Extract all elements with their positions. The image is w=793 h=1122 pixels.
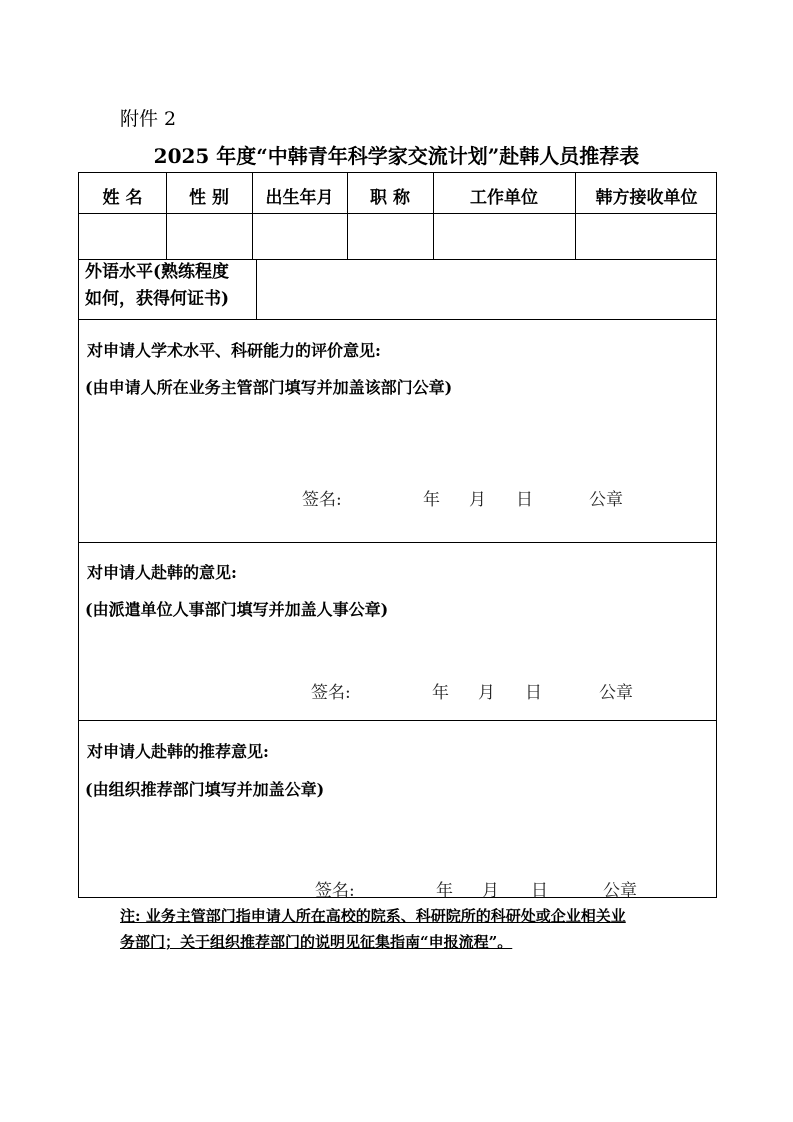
section-department-title: 对申请人赴韩的意见:	[87, 563, 237, 582]
signature-label: 签名:	[302, 490, 342, 510]
language-label-line2: 如何，获得何证书)	[85, 289, 230, 309]
footnote	[120, 903, 680, 955]
job-title-field[interactable]	[347, 213, 433, 259]
seal-label: 公章	[603, 881, 637, 901]
footnote-line1: 注: 业务主管部门指申请人所在高校的院系、科研院所的科研处或企业相关业	[120, 907, 626, 925]
form-title: 2025 年度“中韩青年科学家交流计划”赴韩人员推荐表	[153, 144, 640, 168]
footnote-line2: 务部门；关于组织推荐部门的说明见征集指南“申报流程”。	[120, 933, 513, 951]
signature-label: 签名:	[311, 683, 351, 703]
row-divider	[79, 319, 716, 320]
section-recommendation-note: (由组织推荐部门填写并加盖公章)	[85, 780, 325, 799]
header-gender: 性 别	[189, 188, 229, 208]
row-divider	[79, 542, 716, 543]
row-divider	[79, 720, 716, 721]
month-label: 月	[478, 683, 495, 703]
birth-field[interactable]	[252, 213, 347, 259]
korean-host-field[interactable]	[575, 213, 718, 259]
day-label: 日	[531, 881, 548, 901]
seal-label: 公章	[599, 683, 633, 703]
section-academic-title: 对申请人学术水平、科研能力的评价意见:	[87, 341, 381, 360]
header-name: 姓 名	[102, 188, 143, 208]
day-label: 日	[516, 490, 533, 510]
year-label: 年	[436, 881, 453, 901]
attachment-label: 附件 2	[120, 108, 177, 130]
recommendation-form	[78, 172, 717, 901]
language-label-line1: 外语水平(熟练程度	[85, 262, 230, 282]
language-field[interactable]	[257, 260, 717, 319]
section-recommendation-title: 对申请人赴韩的推荐意见:	[87, 742, 269, 761]
header-job-title: 职 称	[370, 188, 410, 208]
section-academic-note: (由申请人所在业务主管部门填写并加盖该部门公章)	[85, 378, 453, 397]
signature-label: 签名:	[315, 881, 355, 901]
gender-field[interactable]	[166, 213, 252, 259]
language-label	[85, 259, 229, 313]
section-department-note: (由派遣单位人事部门填写并加盖人事公章)	[85, 600, 389, 619]
month-label: 月	[469, 490, 486, 510]
seal-label: 公章	[589, 490, 623, 510]
header-work-unit: 工作单位	[470, 188, 538, 208]
year-label: 年	[423, 490, 440, 510]
day-label: 日	[525, 683, 542, 703]
month-label: 月	[482, 881, 499, 901]
year-label: 年	[432, 683, 449, 703]
name-field[interactable]	[79, 213, 166, 259]
header-korean-host: 韩方接收单位	[595, 188, 698, 208]
header-birth: 出生年月	[265, 188, 334, 208]
work-unit-field[interactable]	[433, 213, 575, 259]
